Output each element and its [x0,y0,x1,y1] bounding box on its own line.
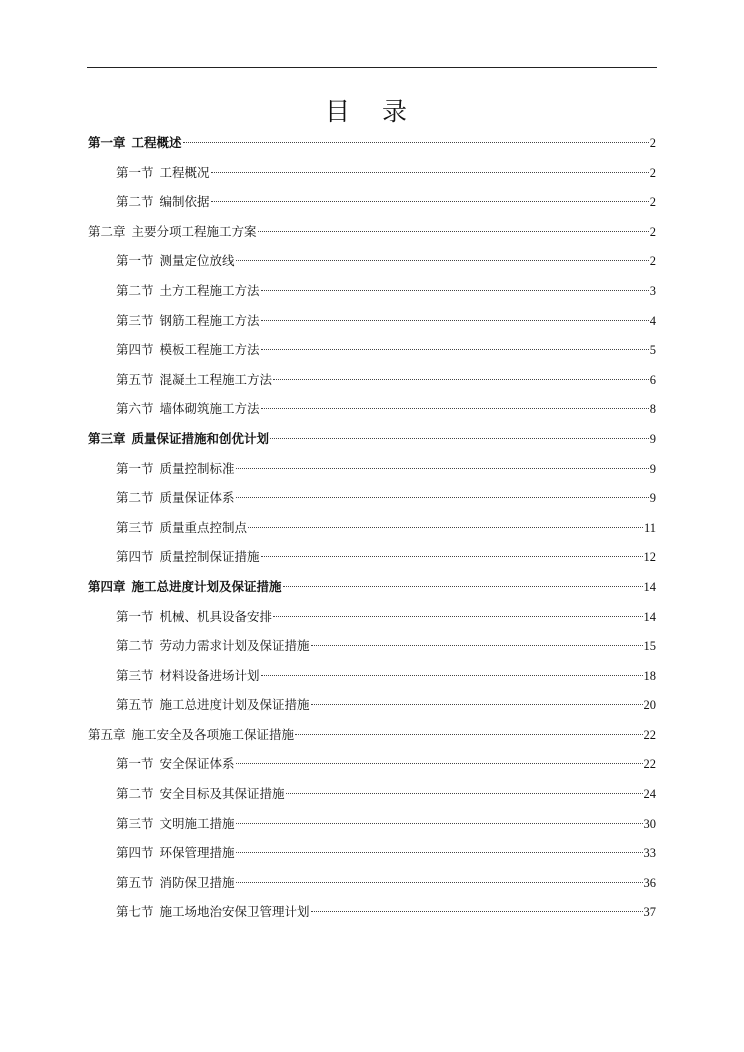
toc-entry-label: 机械、机具设备安排 [159,608,273,624]
toc-page-number: 2 [649,195,656,210]
toc-entry-label: 环保管理措施 [159,845,235,861]
toc-entry-label: 质量控制标准 [159,460,235,476]
toc-entry-text [116,454,235,484]
toc-leader-dots [273,616,642,617]
toc-entry-label: 施工总进度计划及保证措施 [159,697,310,713]
toc-section-26[interactable] [88,897,656,927]
toc-page-number: 6 [649,372,656,387]
toc-entry-text [116,335,260,365]
toc-entry-label: 编制依据 [159,194,210,210]
page-title: 目 录 [325,97,419,126]
toc-entry-label: 主要分项工程施工方案 [131,223,257,239]
toc-page-number: 24 [643,787,656,802]
toc-leader-dots [261,675,643,676]
toc-entry-number: 第一节 [116,460,154,476]
toc-leader-dots [183,142,649,143]
toc-leader-dots [236,260,649,261]
toc-section-11[interactable] [88,454,656,484]
toc-section-12[interactable] [88,483,656,513]
toc-entry-number: 第五节 [116,697,154,713]
toc-entry-text [116,158,210,188]
toc-page-number: 2 [649,165,656,180]
toc-page-number: 14 [643,579,656,594]
toc-entry-label: 劳动力需求计划及保证措施 [159,638,310,654]
toc-section-9[interactable] [88,394,656,424]
toc-leader-dots [236,852,643,853]
toc-entry-text [116,513,247,543]
toc-page-number: 2 [649,254,656,269]
toc-leader-dots [211,172,649,173]
toc-section-16[interactable] [88,602,656,632]
toc-entry-number: 第二节 [116,490,154,506]
toc-entry-number: 第七节 [116,904,154,920]
toc-entry-text [116,306,260,336]
toc-entry-number: 第一节 [116,756,154,772]
toc-page-number: 33 [643,846,656,861]
toc-page-number: 3 [649,283,656,298]
toc-entry-label: 质量重点控制点 [159,519,248,535]
toc-section-5[interactable] [88,276,656,306]
toc-section-6[interactable] [88,306,656,336]
toc-leader-dots [236,882,643,883]
toc-entry-number: 第二章 [88,223,126,239]
toc-leader-dots [283,586,643,587]
toc-leader-dots [236,823,643,824]
toc-leader-dots [261,320,649,321]
toc-page-number: 37 [643,905,656,920]
toc-entry-text [116,365,272,395]
toc-entry-label: 工程概况 [159,164,210,180]
toc-entry-label: 施工总进度计划及保证措施 [131,578,282,594]
toc-entry-text [116,661,260,691]
header-rule [87,67,657,68]
toc-page-number: 20 [643,698,656,713]
toc-page-number: 18 [643,668,656,683]
toc-page-number: 9 [649,491,656,506]
toc-entry-number: 第一节 [116,253,154,269]
toc-leader-dots [258,231,649,232]
toc-entry-number: 第二节 [116,282,154,298]
toc-entry-number: 第六节 [116,401,154,417]
toc-leader-dots [311,645,643,646]
toc-entry-text [116,690,310,720]
toc-entry-number: 第三章 [88,430,126,446]
toc-section-21[interactable] [88,749,656,779]
toc-entry-label: 施工场地治安保卫管理计划 [159,904,310,920]
toc-entry-number: 第一节 [116,164,154,180]
toc-entry-text [88,720,294,750]
toc-page-number: 12 [643,550,656,565]
toc-leader-dots [270,438,649,439]
toc-entry-label: 混凝土工程施工方法 [159,371,273,387]
toc-entry-label: 工程概述 [131,135,182,150]
toc-chapter-10[interactable] [88,424,656,454]
toc-entry-text [88,128,182,158]
toc-entry-number: 第五章 [88,726,126,742]
toc-section-18[interactable] [88,661,656,691]
toc-leader-dots [261,408,649,409]
toc-chapter-0[interactable] [88,128,656,158]
toc-leader-dots [311,704,643,705]
toc-entry-number: 第二节 [116,638,154,654]
toc-entry-label: 模板工程施工方法 [159,342,260,358]
toc-leader-dots [311,911,643,912]
toc-section-24[interactable] [88,838,656,868]
toc-leader-dots [261,349,649,350]
toc-entry-text [116,779,285,809]
toc-page-number: 15 [643,639,656,654]
toc-entry-label: 质量保证措施和创优计划 [131,430,270,446]
toc-entry-label: 测量定位放线 [159,253,235,269]
toc-entry-text [116,838,235,868]
toc-entry-label: 文明施工措施 [159,815,235,831]
table-of-contents [88,128,656,927]
toc-page-number: 36 [643,875,656,890]
toc-entry-label: 消防保卫措施 [159,874,235,890]
toc-entry-text [116,187,210,217]
toc-leader-dots [295,734,642,735]
toc-section-7[interactable] [88,335,656,365]
toc-entry-text [116,276,260,306]
toc-page-number: 22 [643,757,656,772]
toc-entry-number: 第一章 [88,135,126,150]
toc-leader-dots [236,468,649,469]
toc-entry-number: 第二节 [116,786,154,802]
toc-entry-number: 第四节 [116,342,154,358]
toc-page-number: 14 [643,609,656,624]
toc-entry-number: 第四节 [116,549,154,565]
toc-section-17[interactable] [88,631,656,661]
toc-entry-text [116,631,310,661]
toc-leader-dots [211,201,649,202]
toc-page-number: 9 [649,431,656,446]
toc-page-number: 8 [649,402,656,417]
toc-entry-number: 第一节 [116,608,154,624]
toc-entry-number: 第二节 [116,194,154,210]
toc-page-number: 5 [649,343,656,358]
toc-page-number: 11 [643,520,656,535]
toc-entry-label: 墙体砌筑施工方法 [159,401,260,417]
toc-entry-label: 材料设备进场计划 [159,667,260,683]
toc-section-25[interactable] [88,868,656,898]
toc-leader-dots [261,556,643,557]
toc-leader-dots [236,763,643,764]
toc-entry-text [116,749,235,779]
toc-section-19[interactable] [88,690,656,720]
toc-chapter-3[interactable] [88,217,656,247]
toc-entry-text [88,424,269,454]
toc-entry-text [116,483,235,513]
toc-entry-text [116,542,260,572]
toc-section-22[interactable] [88,779,656,809]
toc-page-number: 2 [649,136,656,150]
toc-page-number: 9 [649,461,656,476]
toc-entry-text [116,868,235,898]
toc-leader-dots [273,379,649,380]
toc-entry-label: 质量保证体系 [159,490,235,506]
toc-entry-text [116,602,272,632]
toc-entry-text [116,897,310,927]
toc-entry-number: 第三节 [116,519,154,535]
toc-leader-dots [286,793,643,794]
toc-section-8[interactable] [88,365,656,395]
toc-entry-label: 安全保证体系 [159,756,235,772]
toc-leader-dots [261,290,649,291]
toc-leader-dots [248,527,643,528]
toc-entry-number: 第五节 [116,371,154,387]
toc-entry-label: 土方工程施工方法 [159,282,260,298]
toc-entry-text [116,394,260,424]
toc-section-4[interactable] [88,246,656,276]
toc-leader-dots [236,497,649,498]
toc-entry-label: 施工安全及各项施工保证措施 [131,726,295,742]
toc-page-number: 4 [649,313,656,328]
toc-chapter-20[interactable] [88,720,656,750]
toc-entry-label: 钢筋工程施工方法 [159,312,260,328]
toc-entry-text [116,809,235,839]
toc-entry-number: 第五节 [116,874,154,890]
toc-entry-text [88,572,282,602]
toc-entry-number: 第四节 [116,845,154,861]
toc-entry-label: 质量控制保证措施 [159,549,260,565]
toc-section-14[interactable] [88,542,656,572]
toc-section-13[interactable] [88,513,656,543]
toc-section-1[interactable] [88,158,656,188]
toc-entry-number: 第三节 [116,667,154,683]
toc-section-23[interactable] [88,809,656,839]
toc-entry-number: 第四章 [88,578,126,594]
toc-page-number: 30 [643,816,656,831]
toc-section-2[interactable] [88,187,656,217]
toc-entry-label: 安全目标及其保证措施 [159,786,285,802]
toc-chapter-15[interactable] [88,572,656,602]
toc-page-number: 2 [649,224,656,239]
toc-entry-number: 第三节 [116,815,154,831]
toc-entry-number: 第三节 [116,312,154,328]
toc-page-number: 22 [643,727,656,742]
toc-entry-text [88,217,257,247]
toc-entry-text [116,246,235,276]
